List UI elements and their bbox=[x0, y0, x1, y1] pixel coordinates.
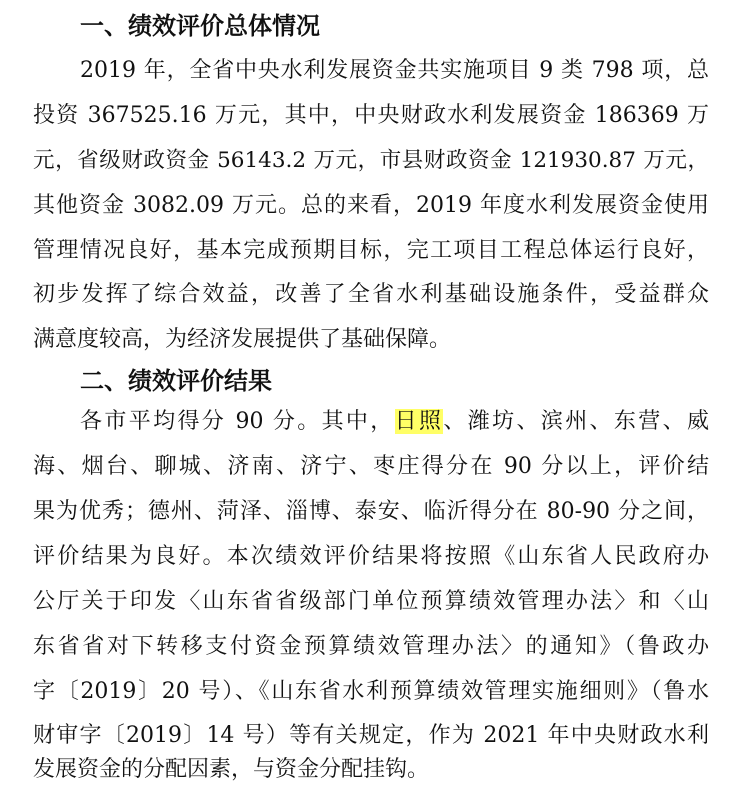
section-heading-overview: 一、绩效评价总体情况 bbox=[80, 12, 320, 40]
paragraph-line bbox=[80, 407, 709, 437]
paragraph-line: 元，省级财政资金 56143.2 万元，市县财政资金 121930.87 万元， bbox=[33, 148, 709, 173]
paragraph-line: 其他资金 3082.09 万元。总的来看，2019 年度水利发展资金使用 bbox=[33, 193, 709, 218]
paragraph-line: 管理情况良好，基本完成预期目标，完工项目工程总体运行良好， bbox=[33, 238, 709, 263]
paragraph-line: 2019 年，全省中央水利发展资金共实施项目 9 类 798 项，总 bbox=[80, 58, 709, 83]
paragraph-line: 满意度较高，为经济发展提供了基础保障。 bbox=[33, 327, 452, 352]
paragraph-line: 发展资金的分配因素，与资金分配挂钩。 bbox=[33, 757, 430, 782]
paragraph-line: 评价结果为良好。本次绩效评价结果将按照《山东省人民政府办 bbox=[33, 544, 709, 569]
paragraph-line: 东省省对下转移支付资金预算绩效管理办法〉的通知》（鲁政办 bbox=[33, 634, 709, 659]
paragraph-line: 海、烟台、聊城、济南、济宁、枣庄得分在 90 分以上，评价结 bbox=[33, 454, 709, 479]
paragraph-line: 初步发挥了综合效益，改善了全省水利基础设施条件，受益群众 bbox=[33, 282, 709, 307]
paragraph-line: 果为优秀；德州、菏泽、淄博、泰安、临沂得分在 80-90 分之间， bbox=[33, 499, 709, 524]
highlighted-text: 日照 bbox=[394, 409, 444, 434]
paragraph-line: 字〔2019〕20 号）、《山东省水利预算绩效管理实施细则》（鲁水 bbox=[33, 679, 709, 704]
line-text: 、潍坊、滨州、东营、威 bbox=[443, 409, 709, 434]
paragraph-line: 投资 367525.16 万元，其中，中央财政水利发展资金 186369 万 bbox=[33, 103, 709, 128]
paragraph-line: 公厅关于印发〈山东省省级部门单位预算绩效管理办法〉和〈山 bbox=[33, 589, 709, 614]
line-text: 各市平均得分 90 分。其中， bbox=[80, 409, 395, 434]
paragraph-line: 财审字〔2019〕14 号）等有关规定，作为 2021 年中央财政水利 bbox=[33, 723, 709, 748]
section-heading-results: 二、绩效评价结果 bbox=[80, 367, 272, 395]
